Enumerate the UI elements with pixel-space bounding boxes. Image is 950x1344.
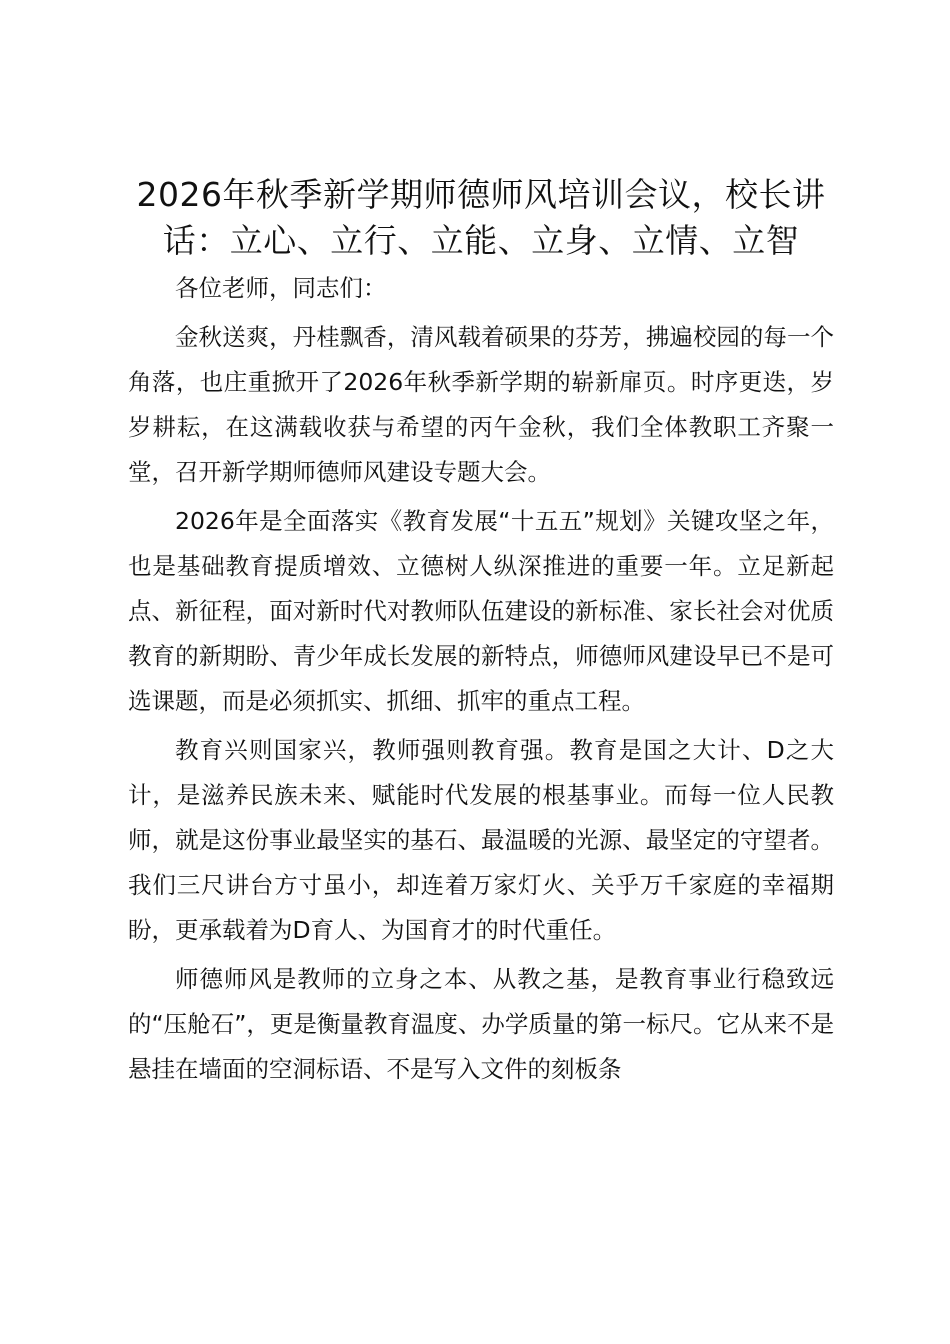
document-page bbox=[128, 172, 834, 1092]
paragraph-teacher-ethics: 师德师风是教师的立身之本、从教之基，是教育事业行稳致远的“压舱石”，更是衡量教育温度、办学质量的第一标尺。它从来不是悬挂在墙面的空洞标语、不是写入文件的刻板条 bbox=[128, 965, 834, 1083]
paragraph-opening: 金秋送爽，丹桂飘香，清风载着硕果的芬芳，拂遍校园的每一个角落，也庄重掀开了2026年秋季新学期的崭新扉页。时序更迭，岁岁耕耘，在这满载收获与希望的丙午金秋，我们全体教职工齐聚一堂，召开新学期师德师风建设专题大会。 bbox=[128, 323, 834, 486]
paragraph-background: 2026年是全面落实《教育发展“十五五”规划》关键攻坚之年，也是基础教育提质增效、立德树人纵深推进的重要一年。立足新起点、新征程，面对新时代对教师队伍建设的新标准、家长社会对优质教育的新期盼、青少年成长发展的新特点，师德师风建设早已不是可选课题，而是必须抓实、抓细、抓牢的重点工程。 bbox=[128, 507, 834, 715]
paragraph-salutation: 各位老师，同志们： bbox=[175, 274, 387, 302]
document-title: 2026年秋季新学期师德师风培训会议，校长讲话：立心、立行、立能、立身、立情、立智 bbox=[136, 175, 826, 260]
paragraph-education-importance: 教育兴则国家兴，教师强则教育强。教育是国之大计、D之大计，是滋养民族未来、赋能时代发展的根基事业。而每一位人民教师，就是这份事业最坚实的基石、最温暖的光源、最坚定的守望者。我们三尺讲台方寸虽小，却连着万家灯火、关乎万千家庭的幸福期盼，更承载着为D育人、为国育才的时代重任。 bbox=[128, 736, 834, 944]
